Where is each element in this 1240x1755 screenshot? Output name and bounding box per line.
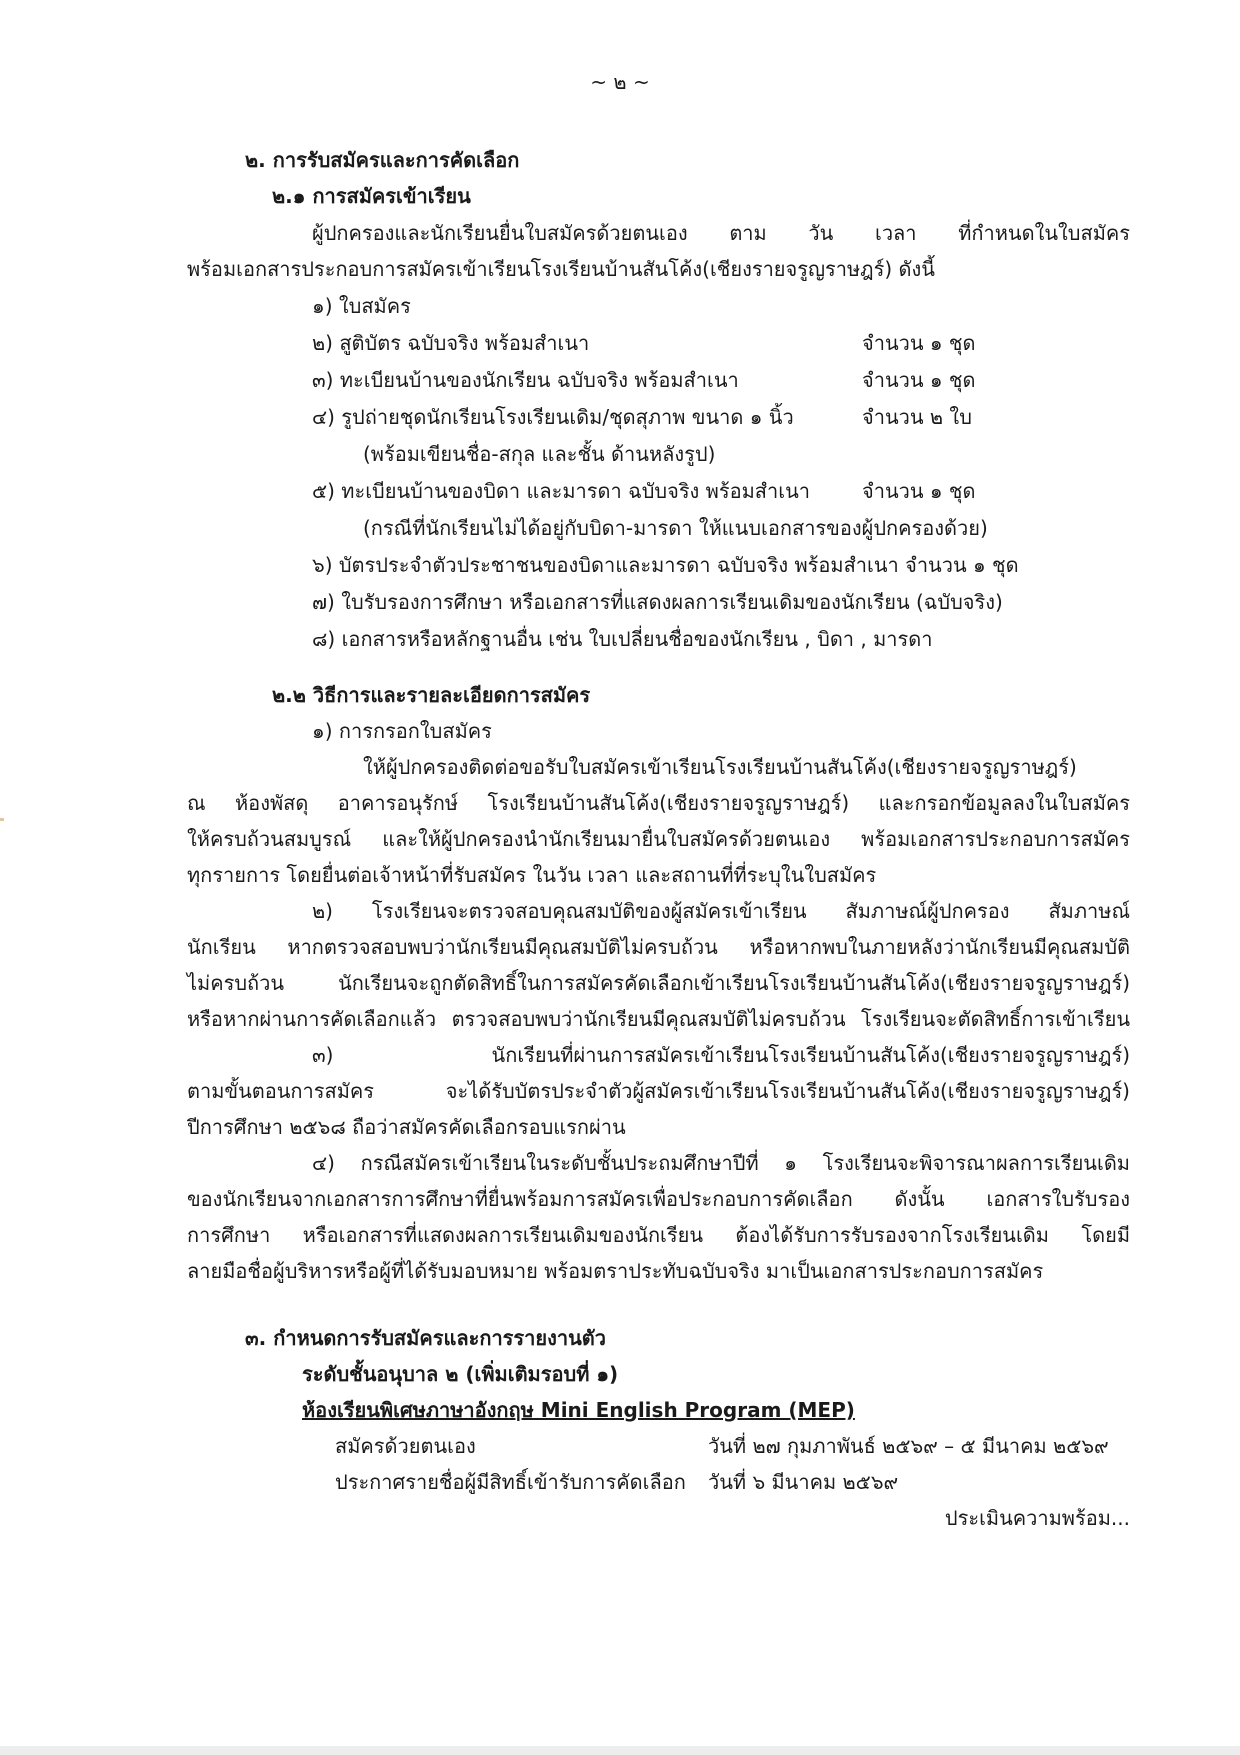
schedule-date: วันที่ ๖ มีนาคม ๒๕๖๙ [708,1470,899,1494]
paragraph-line: ๒) โรงเรียนจะตรวจสอบคุณสมบัติของผู้สมัครเข้าเรียน สัมภาษณ์ผู้ปกครอง สัมภาษณ์ [312,899,1130,923]
schedule-label: ประกาศรายชื่อผู้มีสิทธิ์เข้ารับการคัดเลือก [335,1470,686,1494]
section-2-1-heading: ๒.๑ การสมัครเข้าเรียน [272,184,471,208]
paragraph-line: ๔) กรณีสมัครเข้าเรียนในระดับชั้นประถมศึกษาปีที่ ๑ โรงเรียนจะพิจารณาผลการเรียนเดิม [312,1151,1130,1175]
paragraph-line: ให้ครบถ้วนสมบูรณ์ และให้ผู้ปกครองนำนักเรียนมายื่นใบสมัครด้วยตนเอง พร้อมเอกสารประกอบการสมัคร [187,827,1130,851]
paragraph-line: ปีการศึกษา ๒๕๖๘ ถือว่าสมัครคัดเลือกรอบแรกผ่าน [187,1115,626,1139]
page-number: ~ ๒ ~ [590,70,650,94]
document-item: ๔) รูปถ่ายชุดนักเรียนโรงเรียนเดิม/ชุดสุภาพ ขนาด ๑ นิ้ว [312,405,794,429]
paragraph-line: ของนักเรียนจากเอกสารการศึกษาที่ยื่นพร้อมการสมัครเพื่อประกอบการคัดเลือก ดังนั้น เอกสารใบรับรอง [187,1187,1130,1211]
scan-mark [0,818,4,821]
document-item-note: (กรณีที่นักเรียนไม่ได้อยู่กับบิดา-มารดา ให้แนบเอกสารของผู้ปกครองด้วย) [363,516,988,540]
paragraph-line: ไม่ครบถ้วน นักเรียนจะถูกตัดสิทธิ์ในการสมัครคัดเลือกเข้าเรียนโรงเรียนบ้านสันโค้ง(เชียงรายจรูญราษฎร์) [187,971,1130,995]
subsection-title: ๑) การกรอกใบสมัคร [312,719,492,743]
document-item-quantity: จำนวน ๑ ชุด [862,368,976,392]
paragraph-line: นักเรียน หากตรวจสอบพบว่านักเรียนมีคุณสมบัติไม่ครบถ้วน หรือหากพบในภายหลังว่านักเรียนมีคุณสมบัติ [187,935,1130,959]
paragraph-line: ผู้ปกครองและนักเรียนยื่นใบสมัครด้วยตนเอง ตาม วัน เวลา ที่กำหนดในใบสมัคร [312,221,1130,245]
document-item: ๓) ทะเบียนบ้านของนักเรียน ฉบับจริง พร้อมสำเนา [312,368,739,392]
program-heading: ห้องเรียนพิเศษภาษาอังกฤษ Mini English Program (MEP) [302,1398,855,1422]
level-heading: ระดับชั้นอนุบาล ๒ (เพิ่มเติมรอบที่ ๑) [302,1362,619,1386]
schedule-date: วันที่ ๒๗ กุมภาพันธ์ ๒๕๖๙ – ๕ มีนาคม ๒๕๖๙ [708,1434,1109,1458]
document-item: ๕) ทะเบียนบ้านของบิดา และมารดา ฉบับจริง พร้อมสำเนา [312,479,810,503]
paragraph-line: ณ ห้องพัสดุ อาคารอนุรักษ์ โรงเรียนบ้านสันโค้ง(เชียงรายจรูญราษฎร์) และกรอกข้อมูลลงในใบสมัคร [187,791,1130,815]
paragraph-line: หรือหากผ่านการคัดเลือกแล้ว ตรวจสอบพบว่านักเรียนมีคุณสมบัติไม่ครบถ้วน โรงเรียนจะตัดสิทธิ์การเข้าเรียน [187,1007,1130,1031]
document-item: ๘) เอกสารหรือหลักฐานอื่น เช่น ใบเปลี่ยนชื่อของนักเรียน , บิดา , มารดา [312,627,933,651]
document-item: ๗) ใบรับรองการศึกษา หรือเอกสารที่แสดงผลการเรียนเดิมของนักเรียน (ฉบับจริง) [312,590,1003,614]
paragraph-line: ๓) นักเรียนที่ผ่านการสมัครเข้าเรียนโรงเรียนบ้านสันโค้ง(เชียงรายจรูญราษฎร์) [312,1043,1130,1067]
document-item: ๒) สูติบัตร ฉบับจริง พร้อมสำเนา [312,331,590,355]
section-3-heading: ๓. กำหนดการรับสมัครและการรายงานตัว [245,1326,606,1350]
paragraph-line: ให้ผู้ปกครองติดต่อขอรับใบสมัครเข้าเรียนโรงเรียนบ้านสันโค้ง(เชียงรายจรูญราษฎร์) [363,755,1077,779]
continued-note: ประเมินความพร้อม... [944,1506,1130,1530]
paragraph-line: การศึกษา หรือเอกสารที่แสดงผลการเรียนเดิมของนักเรียน ต้องได้รับการรับรองจากโรงเรียนเดิม โดยมี [187,1223,1130,1247]
paragraph-line: ตามขั้นตอนการสมัคร จะได้รับบัตรประจำตัวผู้สมัครเข้าเรียนโรงเรียนบ้านสันโค้ง(เชียงรายจรูญราษฎร์) [187,1079,1130,1103]
document-item: ๖) บัตรประจำตัวประชาชนของบิดาและมารดา ฉบับจริง พร้อมสำเนา จำนวน ๑ ชุด [312,553,1019,577]
paragraph-line: ลายมือชื่อผู้บริหารหรือผู้ที่ได้รับมอบหมาย พร้อมตราประทับฉบับจริง มาเป็นเอกสารประกอบการสมัคร [187,1259,1044,1283]
paragraph-line: ทุกรายการ โดยยื่นต่อเจ้าหน้าที่รับสมัคร ในวัน เวลา และสถานที่ที่ระบุในใบสมัคร [187,863,877,887]
schedule-label: สมัครด้วยตนเอง [335,1434,476,1458]
paragraph-line: พร้อมเอกสารประกอบการสมัครเข้าเรียนโรงเรียนบ้านสันโค้ง(เชียงรายจรูญราษฎร์) ดังนี้ [187,257,935,281]
document-item-quantity: จำนวน ๒ ใบ [862,405,972,429]
document-item: ๑) ใบสมัคร [312,294,411,318]
section-2-2-heading: ๒.๒ วิธีการและรายละเอียดการสมัคร [272,683,591,707]
document-item-quantity: จำนวน ๑ ชุด [862,331,976,355]
document-item-quantity: จำนวน ๑ ชุด [862,479,976,503]
scan-edge [0,1746,1240,1755]
document-item-note: (พร้อมเขียนชื่อ-สกุล และชั้น ด้านหลังรูป) [363,442,716,466]
section-2-heading: ๒. การรับสมัครและการคัดเลือก [245,148,520,172]
